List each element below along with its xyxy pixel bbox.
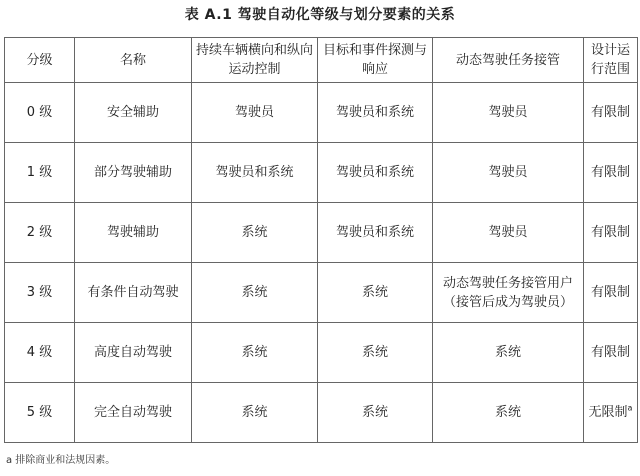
cell-name: 完全自动驾驶: [75, 383, 192, 443]
header-design-domain: 设计运行范围: [584, 38, 638, 83]
cell-detection-response: 驾驶员和系统: [318, 203, 433, 263]
cell-detection-response: 驾驶员和系统: [318, 143, 433, 203]
header-name: 名称: [75, 38, 192, 83]
table-caption: 表 A.1 驾驶自动化等级与划分要素的关系: [184, 7, 456, 23]
cell-design-domain: 有限制: [584, 263, 638, 323]
cell-task-takeover: 动态驾驶任务接管用户（接管后成为驾驶员）: [433, 263, 584, 323]
header-detection-response: 目标和事件探测与响应: [318, 38, 433, 83]
header-motion-control: 持续车辆横向和纵向运动控制: [192, 38, 318, 83]
header-task-takeover: 动态驾驶任务接管: [433, 38, 584, 83]
footnote-marker: a: [627, 403, 633, 413]
table-row: [5, 263, 638, 323]
cell-task-takeover: 驾驶员: [433, 203, 584, 263]
table-row: [5, 143, 638, 203]
automation-levels-table: [4, 37, 638, 443]
table-row: [5, 83, 638, 143]
cell-design-domain: [584, 383, 638, 443]
cell-motion-control: 系统: [192, 203, 318, 263]
cell-level: 2 级: [5, 203, 75, 263]
cell-level: 5 级: [5, 383, 75, 443]
cell-design-domain-text: 无限制: [588, 405, 628, 420]
cell-task-takeover: 系统: [433, 323, 584, 383]
table-header-row: [5, 38, 638, 83]
cell-design-domain: 有限制: [584, 143, 638, 203]
cell-level: 1 级: [5, 143, 75, 203]
cell-name: 安全辅助: [75, 83, 192, 143]
table-row: [5, 383, 638, 443]
cell-detection-response: 系统: [318, 383, 433, 443]
cell-name: 驾驶辅助: [75, 203, 192, 263]
cell-detection-response: 驾驶员和系统: [318, 83, 433, 143]
cell-level: 0 级: [5, 83, 75, 143]
cell-motion-control: 系统: [192, 323, 318, 383]
cell-task-takeover: 系统: [433, 383, 584, 443]
cell-detection-response: 系统: [318, 263, 433, 323]
table-row: [5, 203, 638, 263]
cell-name: 部分驾驶辅助: [75, 143, 192, 203]
cell-motion-control: 驾驶员: [192, 83, 318, 143]
cell-motion-control: 系统: [192, 383, 318, 443]
cell-level: 4 级: [5, 323, 75, 383]
table-footnote: a 排除商业和法规因素。: [6, 455, 116, 466]
cell-task-takeover: 驾驶员: [433, 143, 584, 203]
cell-level: 3 级: [5, 263, 75, 323]
cell-motion-control: 系统: [192, 263, 318, 323]
cell-task-takeover: 驾驶员: [433, 83, 584, 143]
cell-name: 高度自动驾驶: [75, 323, 192, 383]
cell-name: 有条件自动驾驶: [75, 263, 192, 323]
cell-design-domain: 有限制: [584, 203, 638, 263]
cell-detection-response: 系统: [318, 323, 433, 383]
header-level: 分级: [5, 38, 75, 83]
cell-design-domain: 有限制: [584, 323, 638, 383]
cell-design-domain: 有限制: [584, 83, 638, 143]
table-row: [5, 323, 638, 383]
cell-motion-control: 驾驶员和系统: [192, 143, 318, 203]
